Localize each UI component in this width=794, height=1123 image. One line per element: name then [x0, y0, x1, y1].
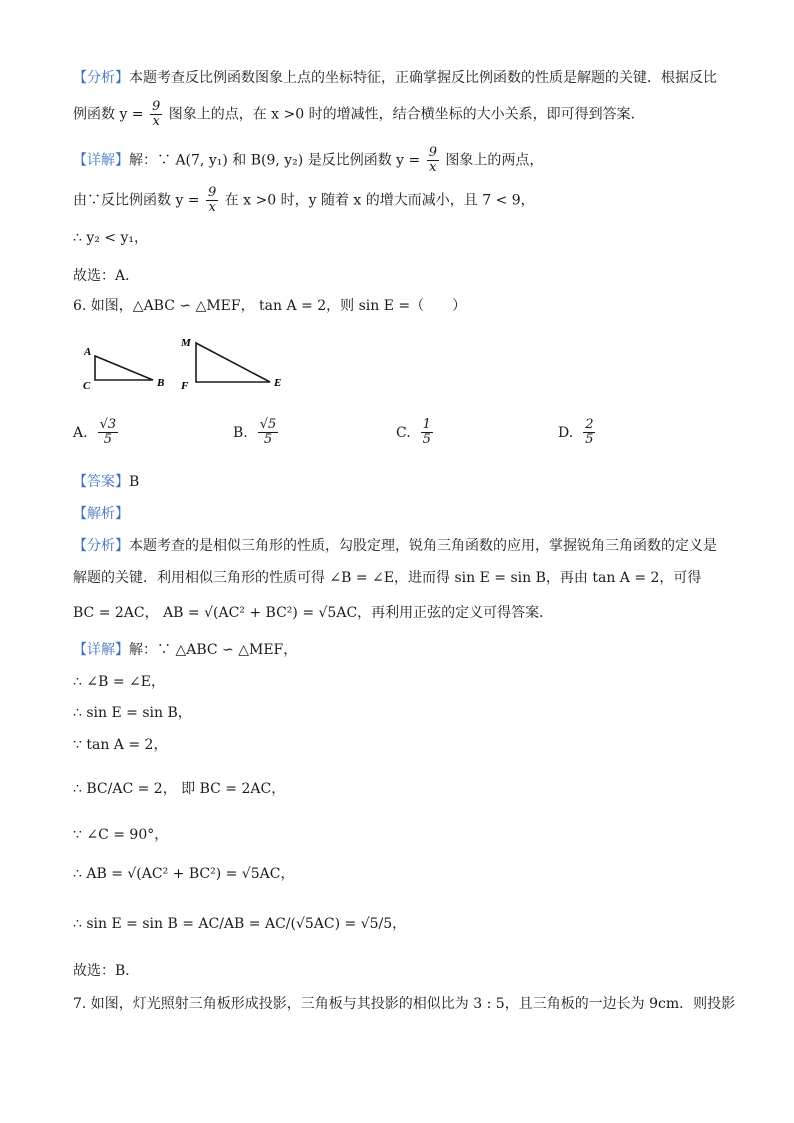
q5-fraction-9-over-x-3 — [206, 186, 218, 215]
option-label: D. — [558, 424, 574, 441]
fraction-denominator: x — [208, 200, 216, 215]
q5-detail-text-1b: 图象上的两点， — [440, 152, 544, 169]
fraction-numerator: 9 — [152, 99, 161, 114]
fraction-denominator: 5 — [585, 432, 594, 447]
q6-step-1: 解：∵ △ABC ∽ △MEF， — [129, 642, 298, 658]
q5-analysis-text-2b: 图象上的点，在 x >0 时的增减性，结合横坐标的大小关系，即可得到答案． — [164, 106, 645, 123]
fraction-denominator: 5 — [422, 432, 431, 447]
q6-triangle-figure — [75, 330, 305, 400]
q5-detail-line-2 — [73, 186, 733, 215]
q6-jiexi-label: 【解析】 — [73, 506, 129, 522]
q6-stem: 6. 如图，△ABC ∽ △MEF， tan A = 2，则 sin E =（ ） — [73, 298, 467, 314]
fraction-denominator: x — [152, 114, 160, 129]
fraction-denominator: 5 — [103, 432, 112, 447]
fraction-numerator: 9 — [428, 145, 437, 160]
option-fraction — [258, 418, 279, 447]
q6-step-7: ∴ AB = √(AC² + BC²) = √5AC， — [73, 866, 295, 882]
label-c: C — [83, 380, 91, 392]
label-a: A — [84, 346, 92, 358]
label-m: M — [181, 337, 191, 349]
q6-analysis-tag: 【分析】 — [73, 538, 129, 554]
q6-answer-value: B — [129, 474, 140, 490]
q6-option-b[interactable] — [233, 418, 280, 447]
fraction-numerator: 9 — [208, 185, 217, 200]
option-fraction — [98, 418, 119, 447]
q6-analysis-line-1 — [73, 536, 733, 556]
q6-option-d[interactable] — [558, 418, 597, 447]
option-fraction — [421, 418, 433, 447]
q5-fraction-9-over-x-2 — [427, 146, 439, 175]
q5-analysis-line-1 — [73, 68, 733, 88]
q6-step-6: ∵ ∠C = 90°， — [73, 827, 169, 843]
q6-answer-line — [73, 472, 733, 492]
q6-step-2: ∴ ∠B = ∠E， — [73, 674, 165, 690]
option-fraction — [583, 418, 595, 447]
q5-detail-line-1 — [73, 146, 733, 175]
q6-choose: 故选：B． — [73, 963, 140, 979]
q6-detail-tag: 【详解】 — [73, 642, 129, 658]
q6-answer-tag: 【答案】 — [73, 474, 129, 490]
q7-stem: 7. 如图，灯光照射三角板形成投影，三角板与其投影的相似比为 3 : 5，且三角板的一边长为 9cm．则投影 — [73, 996, 736, 1012]
q5-choose: 故选：A． — [73, 268, 140, 284]
q5-analysis-text-1: 本题考查反比例函数图象上点的坐标特征，正确掌握反比例函数的性质是解题的关键．根据反比 — [129, 70, 717, 86]
label-b: B — [157, 377, 165, 389]
q5-detail-line-3: ∴ y₂ < y₁， — [73, 230, 149, 246]
q6-step-5: ∴ BC/AC = 2， 即 BC = 2AC， — [73, 781, 286, 797]
fraction-numerator: 1 — [422, 417, 431, 432]
fraction-numerator: √5 — [259, 417, 277, 432]
label-e: E — [274, 377, 282, 389]
q5-fraction-9-over-x — [150, 100, 162, 129]
option-label: B. — [233, 424, 248, 441]
q6-jiexi-tag — [73, 504, 733, 524]
q6-analysis-line-2: 解题的关键．利用相似三角形的性质可得 ∠B = ∠E，进而得 sin E = sin B，再由 tan A = 2，可得 — [73, 570, 702, 586]
q5-detail-text-2b: 在 x >0 时，y 随着 x 的增大而减小，且 7 < 9， — [220, 192, 535, 209]
option-label: C. — [396, 424, 411, 441]
fraction-numerator: √3 — [99, 417, 117, 432]
triangle-mef — [196, 343, 270, 382]
fraction-numerator: 2 — [585, 417, 594, 432]
triangle-abc — [95, 356, 153, 380]
option-label: A. — [73, 424, 88, 441]
q6-analysis-text-1: 本题考查的是相似三角形的性质，勾股定理，锐角三角函数的应用，掌握锐角三角函数的定义是 — [129, 538, 717, 554]
q6-detail-line-1 — [73, 640, 733, 660]
q6-step-4: ∵ tan A = 2， — [73, 737, 168, 753]
q6-option-a[interactable] — [73, 418, 120, 447]
q5-detail-text-2a: 由∵反比例函数 y = — [73, 192, 204, 209]
fraction-denominator: 5 — [263, 432, 273, 447]
q5-detail-tag: 【详解】 — [73, 152, 129, 169]
label-f: F — [181, 380, 189, 392]
fraction-denominator: x — [429, 160, 437, 175]
q5-analysis-line-2 — [73, 100, 733, 129]
q5-analysis-text-2a: 例函数 y = — [73, 106, 148, 123]
q6-option-c[interactable] — [396, 418, 435, 447]
q5-detail-text-1a: 解：∵ A(7, y₁) 和 B(9, y₂) 是反比例函数 y = — [129, 152, 425, 169]
q6-analysis-line-3: BC = 2AC， AB = √(AC² + BC²) = √5AC，再利用正弦的定义可得答案． — [73, 605, 554, 621]
q6-step-8: ∴ sin E = sin B = AC/AB = AC/(√5AC) = √5/5， — [73, 916, 407, 932]
q5-analysis-tag: 【分析】 — [73, 70, 129, 86]
q6-step-3: ∴ sin E = sin B， — [73, 705, 192, 721]
